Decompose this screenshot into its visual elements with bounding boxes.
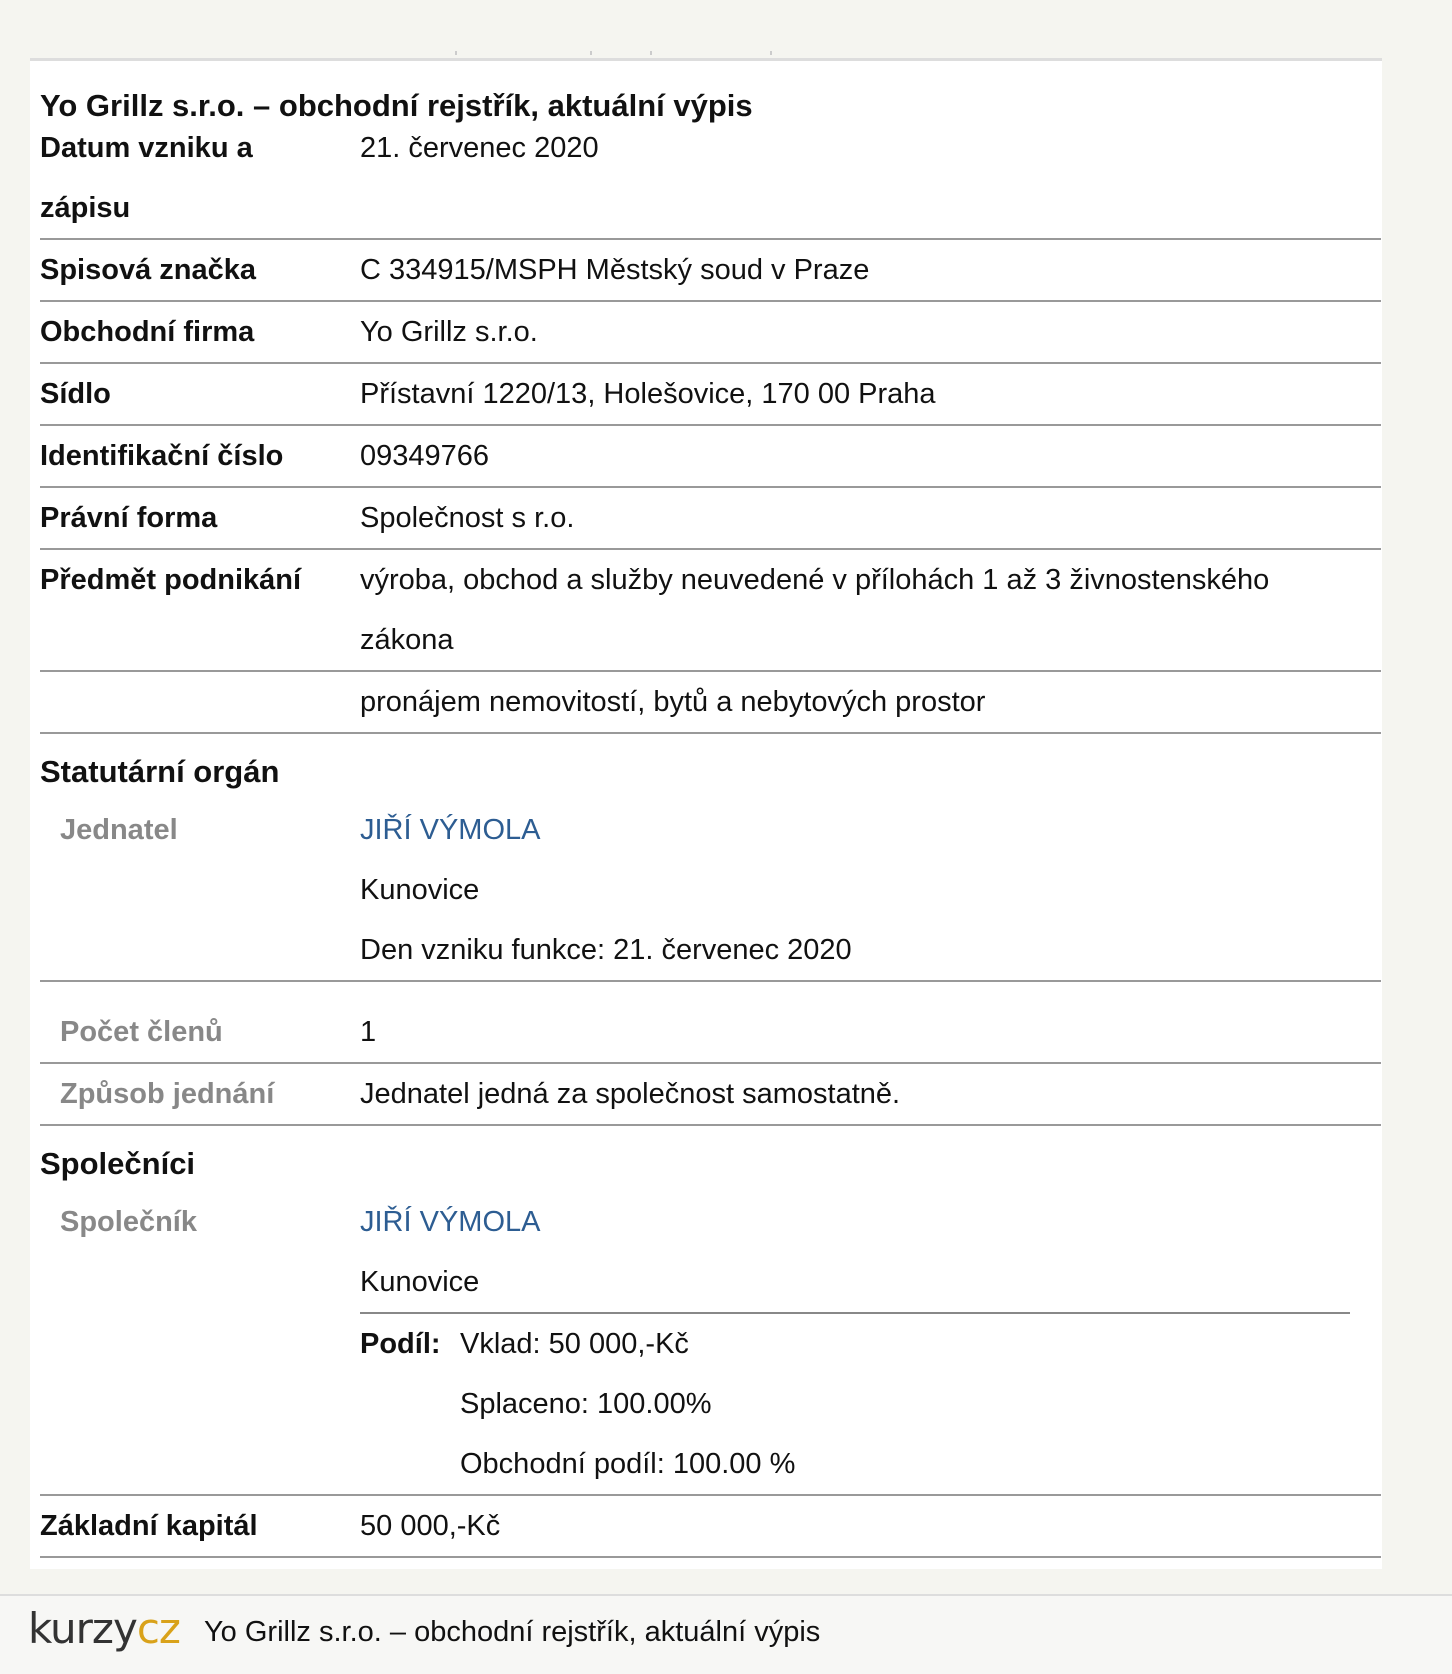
- top-edge-marks: [0, 51, 1452, 57]
- jednatel-city: Kunovice: [360, 874, 480, 906]
- pravni-label: Právní forma: [40, 502, 218, 534]
- jednatel-label: Jednatel: [60, 814, 178, 846]
- predmet-value-2: pronájem nemovitostí, bytů a nebytových prostor: [360, 686, 986, 718]
- ic-label: Identifikační číslo: [40, 440, 284, 472]
- firma-value: Yo Grillz s.r.o.: [360, 316, 538, 348]
- spolecnik-city: Kunovice: [360, 1266, 480, 1298]
- footer: [0, 1594, 1452, 1674]
- predmet-value-1: výroba, obchod a služby neuvedené v přílohách 1 až 3 živnostenského: [360, 564, 1270, 596]
- datum-value: 21. červenec 2020: [360, 132, 599, 164]
- footer-title: Yo Grillz s.r.o. – obchodní rejstřík, aktuální výpis: [204, 1616, 821, 1648]
- sidlo-value: Přístavní 1220/13, Holešovice, 170 00 Praha: [360, 378, 936, 410]
- jednatel-name-link[interactable]: JIŘÍ VÝMOLA: [360, 814, 541, 846]
- logo-text-kurzy: kurzy: [28, 1604, 137, 1653]
- jednatel-since: Den vzniku funkce: 21. červenec 2020: [360, 934, 852, 966]
- kapital-value: 50 000,-Kč: [360, 1510, 501, 1542]
- predmet-value-1-cont: zákona: [360, 624, 454, 656]
- spolecnik-name-link[interactable]: JIŘÍ VÝMOLA: [360, 1206, 541, 1238]
- statutarni-heading: Statutární orgán: [40, 754, 280, 789]
- divider: [40, 1124, 1381, 1126]
- divider: [40, 732, 1381, 734]
- kurzy-logo[interactable]: [28, 1604, 180, 1653]
- ic-value: 09349766: [360, 440, 490, 472]
- podil-label: Podíl:: [360, 1328, 441, 1360]
- sidlo-label: Sídlo: [40, 378, 111, 410]
- spolecnik-label: Společník: [60, 1206, 197, 1238]
- spisova-label: Spisová značka: [40, 254, 256, 286]
- datum-label-cont: zápisu: [40, 192, 131, 224]
- logo-text-cz: cz: [136, 1604, 180, 1653]
- spisova-value: C 334915/MSPH Městský soud v Praze: [360, 254, 870, 286]
- spolecnici-heading: Společníci: [40, 1146, 196, 1181]
- datum-label: Datum vzniku a: [40, 132, 253, 164]
- podil-vklad: Vklad: 50 000,-Kč: [460, 1328, 689, 1360]
- pocet-label: Počet členů: [60, 1016, 223, 1048]
- page-title: Yo Grillz s.r.o. – obchodní rejstřík, aktuální výpis: [40, 88, 753, 123]
- kapital-label: Základní kapitál: [40, 1510, 258, 1542]
- zpusob-label: Způsob jednání: [60, 1078, 275, 1110]
- firma-label: Obchodní firma: [40, 316, 255, 348]
- podil-obchodni: Obchodní podíl: 100.00 %: [460, 1448, 796, 1480]
- divider: [40, 980, 1381, 982]
- pravni-value: Společnost s r.o.: [360, 502, 575, 534]
- divider: [40, 1556, 1381, 1558]
- zpusob-value: Jednatel jedná za společnost samostatně.: [360, 1078, 901, 1110]
- pocet-value: 1: [360, 1016, 377, 1048]
- podil-splaceno: Splaceno: 100.00%: [460, 1388, 712, 1420]
- divider: [40, 486, 1381, 488]
- predmet-label: Předmět podnikání: [40, 564, 302, 596]
